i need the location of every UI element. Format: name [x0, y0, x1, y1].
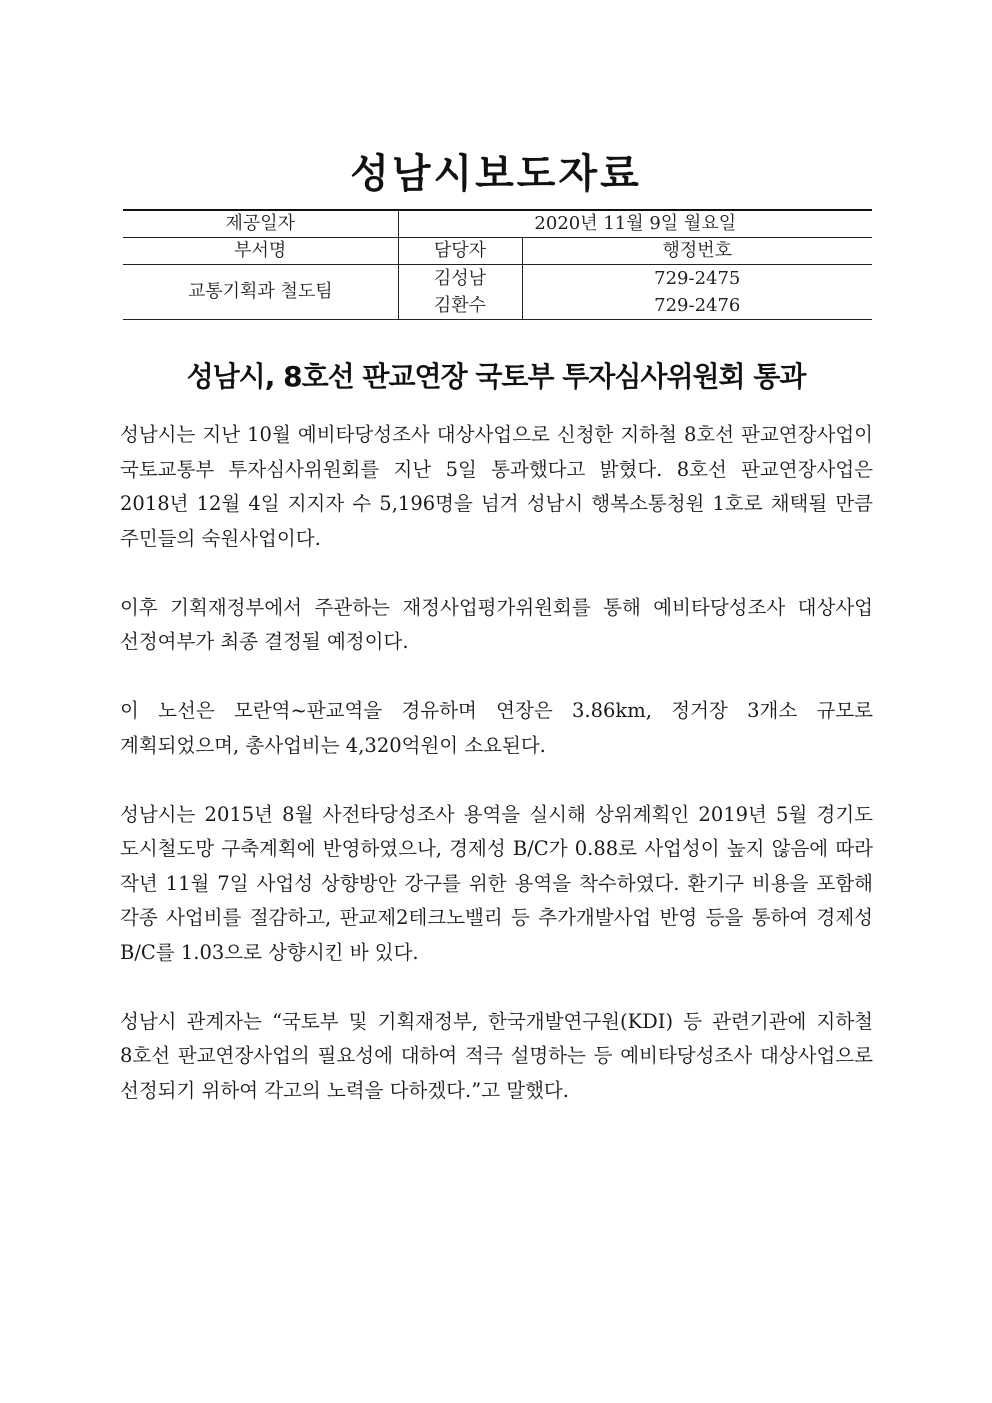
article-headline: 성남시, 8호선 판교연장 국토부 투자심사위원회 통과 — [186, 360, 806, 393]
article-body — [120, 418, 873, 1143]
date-label: 제공일자 — [123, 210, 398, 238]
dept-header: 부서명 — [123, 238, 398, 265]
press-info-table — [123, 209, 872, 320]
contact-phone: 729-2475 — [522, 265, 872, 293]
phone-header: 행정번호 — [522, 238, 872, 265]
page-title: 성남시보도자료 — [350, 151, 642, 197]
article-paragraph: 이후 기획재정부에서 주관하는 재정사업평가위원회를 통해 예비타당성조사 대상사업 선정여부가 최종 결정될 예정이다. — [120, 595, 873, 653]
date-value: 2020년 11월 9일 월요일 — [398, 210, 872, 238]
article-paragraph: 성남시는 지난 10월 예비타당성조사 대상사업으로 신청한 지하철 8호선 판교연장사업이 국토교통부 투자심사위원회를 지난 5일 통과했다고 밝혔다. 8호선 판교연장사업은 2018년 12월 4일 지지자 수 5,196명을 넘겨 성남시 행복소통청원 1호로 채택될 만큼 주민들의 숙원사업이다. — [120, 423, 873, 550]
manager-header: 담당자 — [398, 238, 522, 265]
article-paragraph: 이 노선은 모란역~판교역을 경유하며 연장은 3.86km, 정거장 3개소 규모로 계획되었으며, 총사업비는 4,320억원이 소요된다. — [120, 699, 873, 757]
article-paragraph: 성남시 관계자는 “국토부 및 기획재정부, 한국개발연구원(KDI) 등 관련기관에 지하철 8호선 판교연장사업의 필요성에 대하여 적극 설명하는 등 예비타당성조사 대상사업으로 선정되기 위하여 각고의 노력을 다하겠다.”고 말했다. — [120, 1009, 873, 1102]
contact-phone: 729-2476 — [522, 292, 872, 320]
contact-name: 김환수 — [398, 292, 522, 320]
contact-name: 김성남 — [398, 265, 522, 293]
header-row — [123, 238, 872, 265]
article-paragraph: 성남시는 2015년 8월 사전타당성조사 용역을 실시해 상위계획인 2019년 5월 경기도 도시철도망 구축계획에 반영하였으나, 경제성 B/C가 0.88로 사업성이 높지 않음에 따라 작년 11월 7일 사업성 상향방안 강구를 위한 용역을 착수하였다. 환기구 비용을 포함해 각종 사업비를 절감하고, 판교제2테크노밸리 등 추가개발사업 반영 등을 통하여 경제성 B/C를 1.03으로 상향시킨 바 있다. — [120, 802, 873, 964]
department-name: 교통기획과 철도팀 — [123, 265, 398, 320]
contact-row — [123, 265, 872, 293]
date-row — [123, 210, 872, 238]
